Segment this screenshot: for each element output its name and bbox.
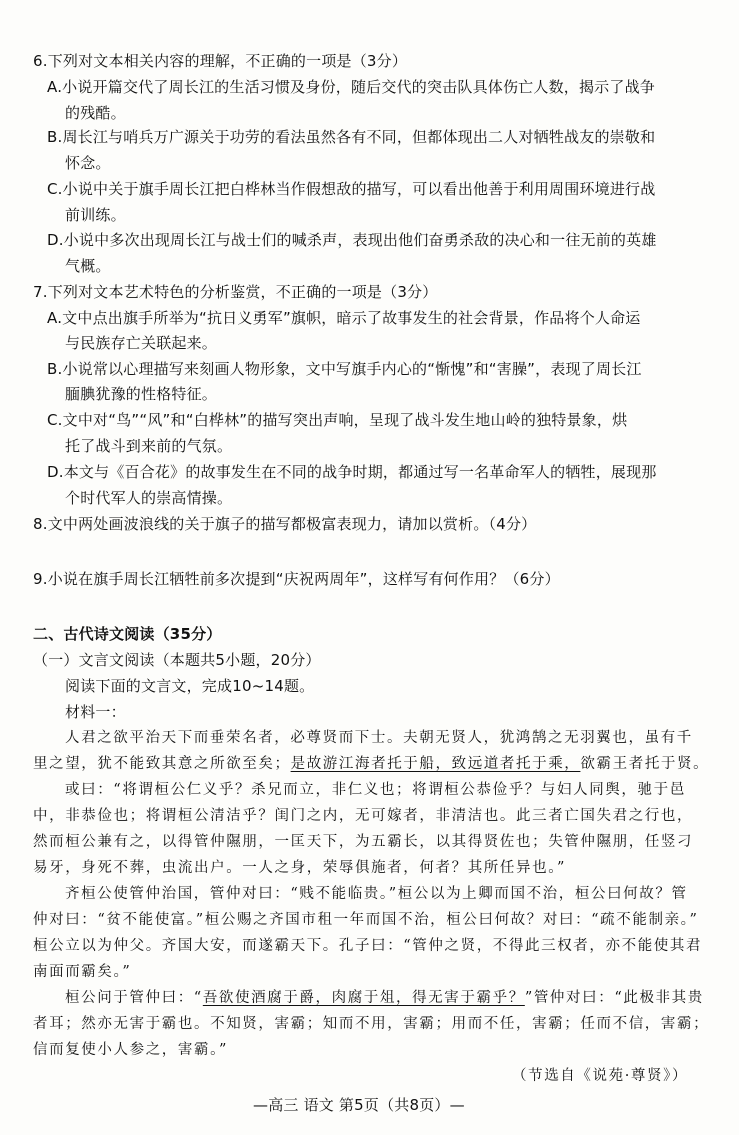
passage-source: （节选自《说苑·尊贤》） [512, 1068, 689, 1084]
subsection-heading: （一）文言文阅读（本题共5小题，20分） [33, 651, 321, 669]
section-heading: 二、古代诗文阅读（35分） [33, 625, 222, 643]
passage-line: 齐桓公使管仲治国，管仲对曰：“贱不能临贵。”桓公以为上卿而国不治，桓公曰何故？管 [65, 886, 688, 902]
passage-text: 桓公问于管仲曰：“ [65, 990, 203, 1006]
q8-stem: 8.文中两处画波浪线的关于旗子的描写都极富表现力，请加以赏析。（4分） [33, 515, 537, 533]
passage-line: 信而复使小人参之，害霸。” [33, 1042, 228, 1058]
q7-option-c-cont: 托了战斗到来前的气氛。 [65, 437, 233, 455]
passage-line [65, 988, 704, 1008]
underlined-sentence: 吾欲使酒腐于爵，肉腐于俎，得无害于霸乎？ [202, 990, 525, 1006]
passage-text: 欲霸王者托于贤。 [580, 756, 710, 772]
passage-line: 南面而霸矣。” [33, 964, 132, 980]
q7-option-b-cont: 腼腆犹豫的性格特征。 [65, 385, 218, 403]
passage-text: ”管仲对曰：“此极非其贵 [524, 990, 704, 1006]
page-footer: —高三 语文 第5页（共8页）— [253, 1096, 465, 1114]
reading-instruction: 阅读下面的文言文，完成10~14题。 [65, 677, 315, 695]
q6-option-c: C.小说中关于旗手周长江把白桦林当作假想敌的描写，可以看出他善于利用周围环境进行战 [47, 180, 656, 198]
passage-line: 或曰：“将谓桓公仁义乎？杀兄而立，非仁义也；将谓桓公恭俭乎？与妇人同舆，驰于邑 [65, 782, 686, 798]
passage-line: 者耳；然亦无害于霸也。不知贤，害霸；知而不用，害霸；用而不任，害霸；任而不信，害霸； [33, 1016, 710, 1032]
passage-line: 桓公立以为仲父。齐国大安，而遂霸天下。孔子曰：“管仲之贤，不得此三权者，亦不能使其君 [33, 938, 703, 954]
q6-option-d-cont: 气概。 [65, 257, 111, 275]
q6-option-a: A.小说开篇交代了周长江的生活习惯及身份，随后交代的突击队具体伤亡人数，揭示了战争 [47, 78, 655, 96]
q7-option-a: A.文中点出旗手所举为“抗日义勇军”旗帜，暗示了故事发生的社会背景，作品将个人命运 [47, 309, 641, 327]
q7-option-d: D.本文与《百合花》的故事发生在不同的战争时期，都通过写一名革命军人的牺牲，展现那 [47, 463, 657, 481]
q6-option-b-cont: 怀念。 [65, 154, 111, 172]
q6-option-a-cont: 的残酷。 [65, 104, 126, 122]
material-label: 材料一： [65, 703, 126, 721]
q6-option-c-cont: 前训练。 [65, 206, 126, 224]
q7-option-a-cont: 与民族存亡关联起来。 [65, 334, 218, 352]
q7-stem: 7.下列对文本艺术特色的分析鉴赏，不正确的一项是（3分） [33, 283, 438, 301]
passage-line [33, 754, 709, 774]
q9-stem: 9.小说在旗手周长江牺牲前多次提到“庆祝两周年”，这样写有何作用？（6分） [33, 570, 560, 588]
q6-option-d: D.小说中多次出现周长江与战士们的喊杀声，表现出他们奋勇杀敌的决心和一往无前的英雄 [47, 231, 657, 249]
passage-line: 易牙，身死不葬，虫流出户。一人之身，荣辱俱施者，何者？其所任异也。” [33, 860, 567, 876]
q7-option-d-cont: 个时代军人的崇高情操。 [65, 489, 233, 507]
q7-option-c: C.文中对“鸟”“风”和“白桦林”的描写突出声响，呈现了战斗发生地山岭的独特景象，烘 [47, 411, 628, 429]
q7-option-b: B.小说常以心理描写来刻画人物形象，文中写旗手内心的“惭愧”和“害臊”，表现了周长江 [47, 360, 642, 378]
q6-stem: 6.下列对文本相关内容的理解，不正确的一项是（3分） [33, 52, 408, 70]
underlined-sentence: 是故游江海者托于船，致远道者托于乘， [290, 756, 581, 772]
q6-option-b: B.周长江与哨兵万广源关于功劳的看法虽然各有不同，但都体现出二人对牺牲战友的崇敬和 [47, 128, 656, 146]
passage-line: 中，非恭俭也；将谓桓公清洁乎？闺门之内，无可嫁者，非清洁也。此三者亡国失君之行也， [33, 808, 694, 824]
passage-line: 然而桓公兼有之，以得管仲隰朋，一匡天下，为五霸长，以其得贤佐也；失管仲隰朋，任竖刁 [33, 834, 694, 850]
passage-line: 人君之欲平治天下而垂荣名者，必尊贤而下士。夫朝无贤人，犹鸿鹄之无羽翼也，虽有千 [65, 730, 693, 746]
passage-line: 仲对曰：“贫不能使富。”桓公赐之齐国市租一年而国不治，桓公曰何故？对曰：“疏不能制亲。” [33, 912, 699, 928]
passage-text: 里之望，犹不能致其意之所欲至矣； [33, 756, 291, 772]
